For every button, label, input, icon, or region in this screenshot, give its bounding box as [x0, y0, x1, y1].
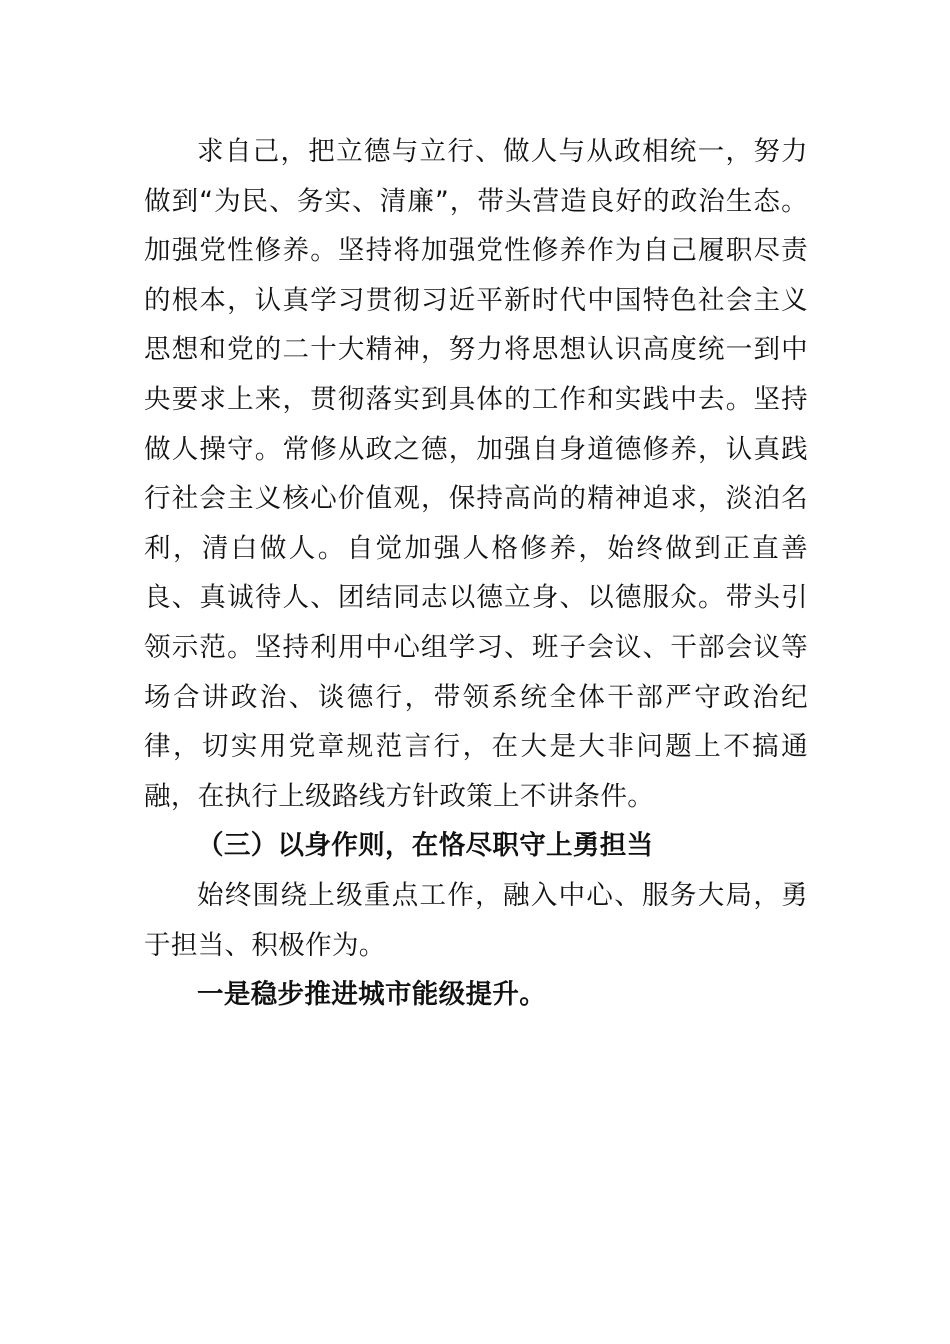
body-paragraph: 求自己，把立德与立行、做人与从政相统一，努力做到“为民、务实、清廉”，带头营造良好的政治生态。加强党性修养。坚持将加强党性修养作为自己履职尽责的根本，认真学习贯彻习近平新时代中国特色社会主义思想和党的二十大精神，努力将思想认识高度统一到中央要求上来，贯彻落实到具体的工作和实践中去。坚持做人操守。常修从政之德，加强自身道德修养，认真践行社会主义核心价值观，保持高尚的精神追求，淡泊名利，清白做人。自觉加强人格修养，始终做到正直善良、真诚待人、团结同志以德立身、以德服众。带头引领示范。坚持利用中心组学习、班子会议、干部会议等场合讲政治、谈德行，带领系统全体干部严守政治纪律，切实用党章规范言行，在大是大非问题上不搞通融，在执行上级路线方针政策上不讲条件。 [144, 136, 808, 812]
subsection-heading: 一是稳步推进城市能级提升。 [197, 979, 547, 1011]
body-paragraph: 始终围绕上级重点工作，融入中心、服务大局，勇于担当、积极作为。 [144, 879, 808, 961]
document-body [144, 127, 808, 1020]
section-heading: （三）以身作则，在恪尽职守上勇担当 [197, 830, 654, 862]
